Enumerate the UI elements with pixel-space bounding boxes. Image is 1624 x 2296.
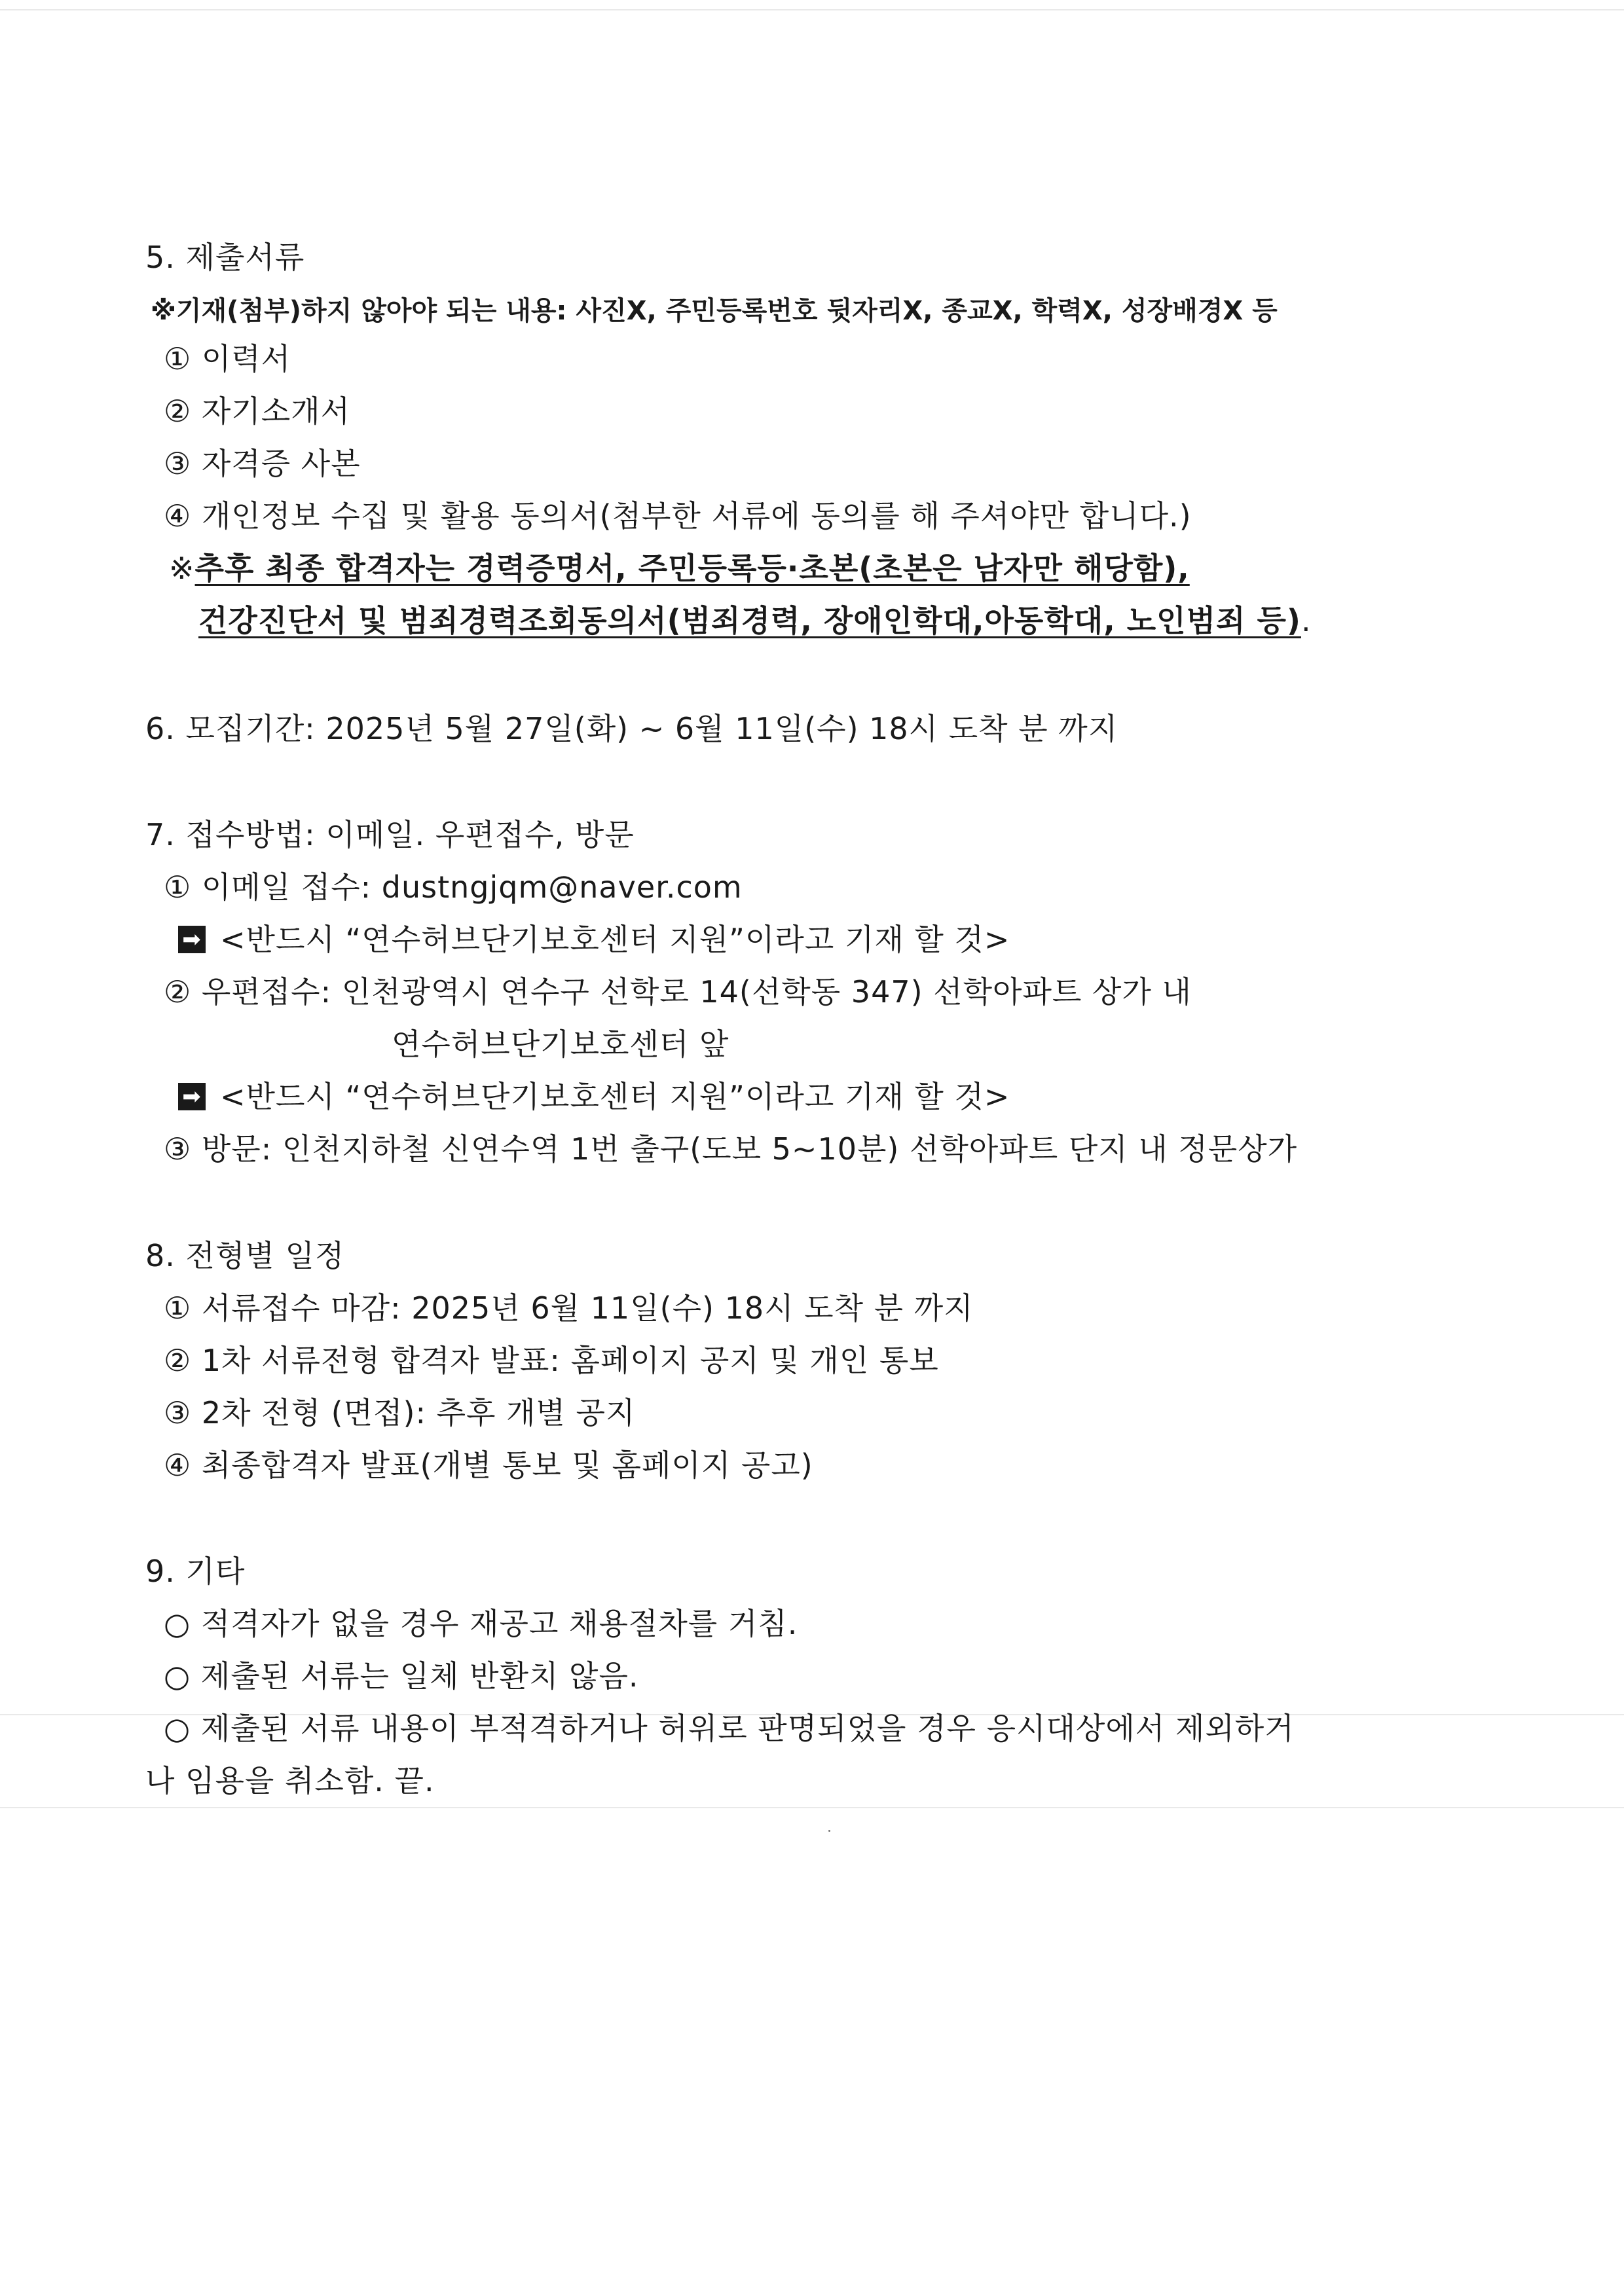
email-instruction — [178, 920, 1010, 959]
final-note-text: 추후 최종 합격자는 경력증명서, 주민등록등·초본(초본은 남자만 해당함), — [194, 551, 1190, 586]
section-5-heading: 5. 제출서류 — [145, 240, 305, 275]
email-instruction-text: <반드시 “연수허브단기보호센터 지원”이라고 기재 할 것> — [220, 922, 1010, 957]
final-note-period: . — [1301, 603, 1312, 638]
postal-instruction-text: <반드시 “연수허브단기보호센터 지원”이라고 기재 할 것> — [220, 1079, 1010, 1114]
section-8-heading: 8. 전형별 일정 — [145, 1238, 345, 1273]
other-item: ○ 제출된 서류는 일체 반환치 않음. — [164, 1658, 639, 1694]
schedule-item: ① 서류접수 마감: 2025년 6월 11일(수) 18시 도착 분 까지 — [164, 1290, 974, 1326]
final-note-line-1 — [169, 549, 1190, 588]
postal-instruction — [178, 1077, 1010, 1116]
document-item: ④ 개인정보 수집 및 활용 동의서(첨부한 서류에 동의를 해 주셔야만 합니다.) — [164, 498, 1192, 534]
schedule-item: ④ 최종합격자 발표(개별 통보 및 홈페이지 공고) — [164, 1448, 813, 1483]
scan-edge-line — [0, 9, 1624, 10]
schedule-item: ③ 2차 전형 (면접): 추후 개별 공지 — [164, 1395, 636, 1430]
section-6-heading: 6. 모집기간: 2025년 5월 27일(화) ~ 6월 11일(수) 18시 도착 분 까지 — [145, 711, 1118, 746]
section-7-heading: 7. 접수방법: 이메일. 우편접수, 방문 — [145, 817, 635, 852]
document-item: ③ 자격증 사본 — [164, 446, 361, 481]
final-note-line-2 — [149, 601, 1312, 640]
scan-speck — [828, 1830, 830, 1832]
document-item: ① 이력서 — [164, 341, 291, 376]
visit-submission: ③ 방문: 인천지하철 신연수역 1번 출구(도보 5~10분) 선학아파트 단지 내 정문상가 — [164, 1131, 1298, 1167]
reference-mark: ※ — [169, 551, 195, 586]
arrow-right-icon: ➡ — [178, 926, 206, 953]
other-item: ○ 제출된 서류 내용이 부적격하거나 허위로 판명되었을 경우 응시대상에서 제외하거 — [164, 1711, 1295, 1746]
final-note-text: 건강진단서 및 범죄경력조회동의서(범죄경력, 장애인학대,아동학대, 노인범죄 등) — [198, 603, 1301, 638]
document-item: ② 자기소개서 — [164, 393, 351, 429]
scan-edge-line — [0, 1807, 1624, 1808]
schedule-item: ② 1차 서류전형 합격자 발표: 홈페이지 공지 및 개인 통보 — [164, 1343, 939, 1378]
postal-submission: ② 우편접수: 인천광역시 연수구 선학로 14(선학동 347) 선학아파트 상가 내 — [164, 974, 1192, 1010]
other-item-continued: 나 임용을 취소함. 끝. — [145, 1763, 435, 1798]
other-item: ○ 적격자가 없을 경우 재공고 채용절차를 거침. — [164, 1606, 798, 1641]
section-9-heading: 9. 기타 — [145, 1554, 246, 1589]
email-submission: ① 이메일 접수: dustngjqm@naver.com — [164, 869, 743, 905]
exclusion-note: ※기재(첨부)하지 않아야 되는 내용: 사진X, 주민등록번호 뒷자리X, 종교X, 학력X, 성장배경X 등 — [151, 296, 1278, 326]
postal-submission-continued: 연수허브단기보호센터 앞 — [392, 1027, 729, 1062]
arrow-right-icon: ➡ — [178, 1083, 206, 1110]
